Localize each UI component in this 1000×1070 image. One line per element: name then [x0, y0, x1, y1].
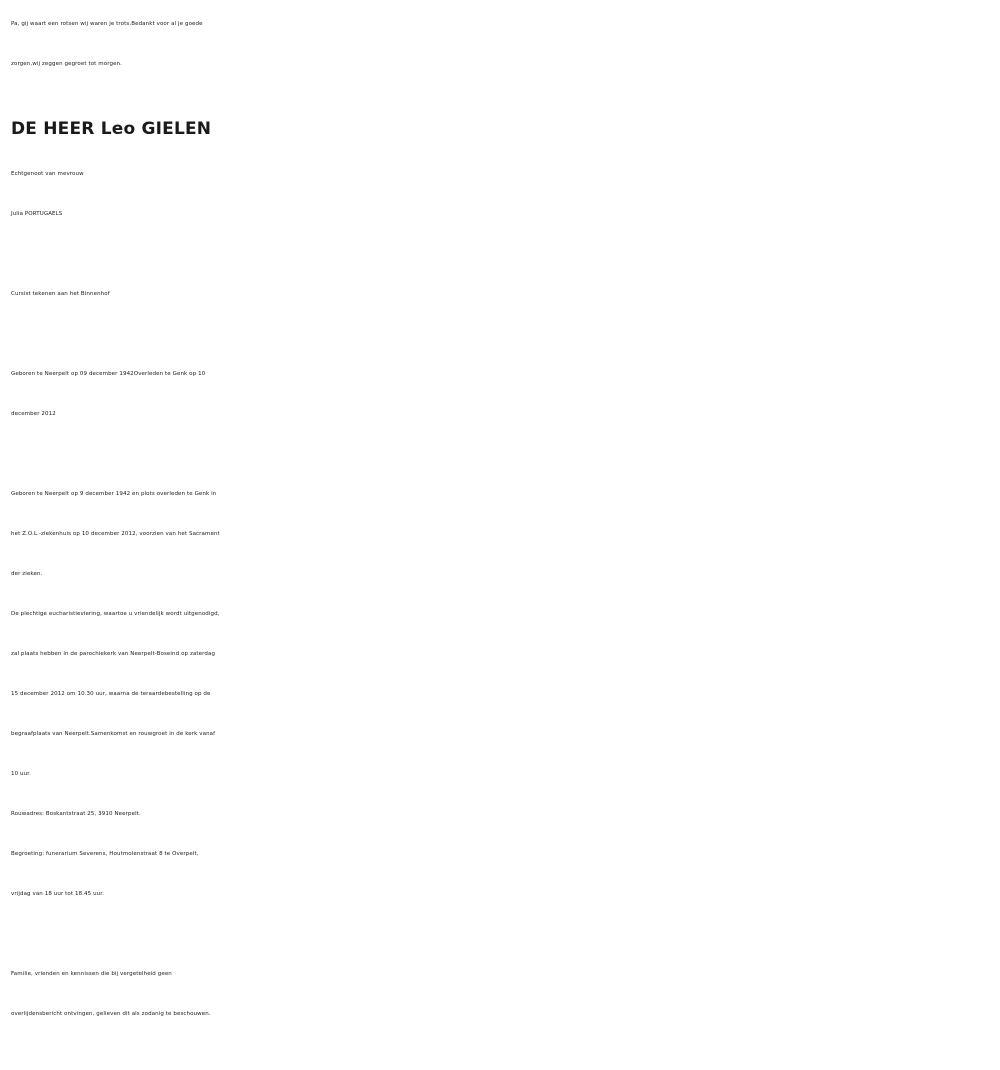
dates-line: december 2012 — [11, 411, 56, 417]
body-line: vrijdag van 18 uur tot 18.45 uur. — [11, 891, 104, 897]
body-line: 15 december 2012 om 10.30 uur, waarna de teraardebestelling op de — [11, 691, 211, 697]
body-line: begraafplaats van Neerpelt.Samenkomst en rouwgroet in de kerk vanaf — [11, 731, 216, 737]
spouse-line: Echtgenoot van mevrouw — [11, 171, 84, 177]
deceased-name: DE HEER Leo GIELEN — [11, 119, 212, 139]
closing-line: overlijdensbericht ontvingen, gelieven dit als zodanig te beschouwen. — [11, 1011, 211, 1017]
obituary-document — [11, 4, 996, 1034]
body-line: zal plaats hebben in de parochiekerk van Neerpelt-Boseind op zaterdag — [11, 651, 216, 657]
spouse-block — [11, 154, 996, 234]
spacer — [11, 434, 996, 474]
body-block — [11, 474, 996, 914]
quote-line: Pa, gij waart een rotsen wij waren je trots.Bedankt voor al je goede — [11, 21, 203, 27]
body-line: het Z.O.L.-ziekenhuis op 10 december 2012, voorzien van het Sacrament — [11, 531, 220, 537]
body-line: Geboren te Neerpelt op 9 december 1942 en plots overleden te Genk in — [11, 491, 217, 497]
body-line: 10 uur. — [11, 771, 31, 777]
body-line: der zieken. — [11, 571, 43, 577]
spacer — [11, 914, 996, 954]
body-line: Begroeting: funerarium Severens, Houtmolenstraat 8 te Overpelt, — [11, 851, 199, 857]
body-line: Rouwadres: Boskantstraat 25, 3910 Neerpelt. — [11, 811, 141, 817]
quote-line: zorgen,wij zeggen gegroet tot morgen. — [11, 61, 122, 67]
occupation-line: Cursist tekenen aan het Binnenhof — [11, 291, 110, 297]
body-line: De plechtige eucharistieviering, waartoe u vriendelijk wordt uitgenodigd, — [11, 611, 220, 617]
closing-block — [11, 954, 996, 1034]
closing-line: Familie, vrienden en kennissen die bij vergetelheid geen — [11, 971, 172, 977]
dates-block — [11, 354, 996, 434]
spouse-line: Julia PORTUGAELS — [11, 211, 63, 217]
quote-block — [11, 4, 996, 84]
dates-line: Geboren te Neerpelt op 09 december 1942Overleden te Genk op 10 — [11, 371, 206, 377]
spacer — [11, 314, 996, 354]
spacer — [11, 234, 996, 274]
